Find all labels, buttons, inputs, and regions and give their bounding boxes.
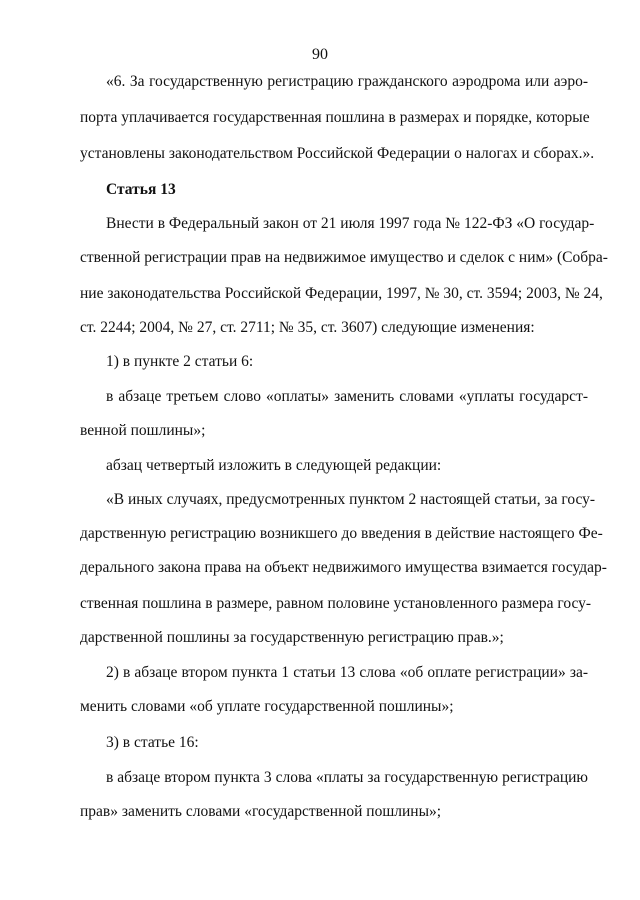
text-line: в абзаце втором пункта 3 слова «платы за государственную регистрацию xyxy=(106,769,588,786)
text-line: прав» заменить словами «государственной пошлины»; xyxy=(80,803,442,820)
text-line: менить словами «об уплате государственной пошлины»; xyxy=(80,698,454,715)
text-line: «В иных случаях, предусмотренных пунктом 2 настоящей статьи, за госу- xyxy=(106,491,596,508)
text-line: установлены законодательством Российской Федерации о налогах и сборах.». xyxy=(80,145,595,162)
page-number: 90 xyxy=(312,46,328,63)
text-line: порта уплачивается государственная пошлина в размерах и порядке, которые xyxy=(80,109,590,126)
text-line: дарственную регистрацию возникшего до введения в действие настоящего Фе- xyxy=(80,525,603,542)
text-line: 3) в статье 16: xyxy=(106,734,199,751)
article-heading: Статья 13 xyxy=(106,181,176,198)
text-line: «6. За государственную регистрацию гражданского аэродрома или аэро- xyxy=(106,73,588,90)
text-line: ние законодательства Российской Федерации, 1997, № 30, ст. 3594; 2003, № 24, xyxy=(80,285,603,302)
text-line: Внести в Федеральный закон от 21 июля 1997 года № 122-ФЗ «О государ- xyxy=(106,215,595,232)
text-line: венной пошлины»; xyxy=(80,422,206,439)
text-line: в абзаце третьем слово «оплаты» заменить словами «уплаты государст- xyxy=(106,388,588,405)
text-line: абзац четвертый изложить в следующей редакции: xyxy=(106,457,442,474)
text-line: ст. 2244; 2004, № 27, ст. 2711; № 35, ст. 3607) следующие изменения: xyxy=(80,319,535,336)
text-line: ственная пошлина в размере, равном половине установленного размера госу- xyxy=(80,595,592,612)
text-line: 2) в абзаце втором пункта 1 статьи 13 слова «об оплате регистрации» за- xyxy=(106,664,588,681)
text-line: 1) в пункте 2 статьи 6: xyxy=(106,353,254,370)
text-line: ственной регистрации прав на недвижимое имущество и сделок с ним» (Собра- xyxy=(80,249,608,266)
text-line: дарственной пошлины за государственную регистрацию прав.»; xyxy=(80,629,504,646)
text-line: дерального закона права на объект недвижимого имущества взимается государ- xyxy=(80,559,607,576)
